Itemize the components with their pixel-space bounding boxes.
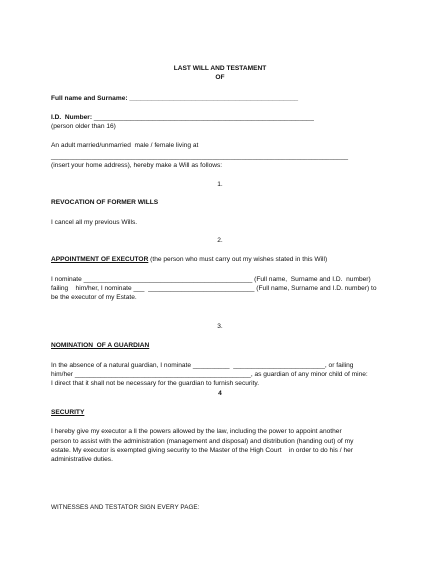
security-line-1: I hereby give my executor a ll the powers allowed by the law, including the power to appoint another — [51, 428, 342, 435]
section-heading-guardian: NOMINATION OF A GUARDIAN — [51, 342, 150, 349]
security-line-4: administrative duties. — [51, 456, 113, 463]
full-name-line: Full name and Surname: ______________________________________________ — [51, 95, 299, 102]
id-number-label: I.D. Number: — [51, 114, 93, 121]
executor-failing-line: failing him/her, I nominate ___ _____________________________ (Full name, Surname and I.D. number) to — [51, 285, 377, 292]
witness-sign-footer: WITNESSES AND TESTATOR SIGN EVERY PAGE: — [51, 504, 200, 511]
section-number-1: 1. — [217, 181, 223, 188]
executor-heading-note: (the person who must carry out my wishes stated in this Will) — [148, 256, 328, 263]
section-heading-revocation: REVOCATION OF FORMER WILLS — [51, 199, 159, 206]
guardian-nominate-line: In the absence of a natural guardian, I nominate __________ _________________________, or failing — [51, 362, 354, 369]
executor-heading-line — [51, 256, 327, 264]
guardian-security-line: I direct that it shall not be necessary for the guardian to furnish security. — [51, 380, 260, 387]
declaration-line-3: (insert your home address), hereby make a Will as follows: — [51, 162, 223, 169]
section-number-4: 4 — [218, 390, 222, 397]
executor-estate-line: be the executor of my Estate. — [51, 294, 137, 301]
executor-nominate-line: I nominate ______________________________________________ (Full name, Surname and I.D. number) — [51, 276, 371, 283]
section-number-3: 3. — [217, 323, 223, 330]
id-number-line — [51, 114, 314, 122]
guardian-failing-line: him/her ________________________________________________, as guardian of any minor child of mine: — [51, 371, 368, 378]
security-line-2: person to assist with the administration (management and disposal) and distribution (handing out) of my — [51, 438, 354, 445]
section-number-2: 2. — [217, 237, 223, 244]
document-title: LAST WILL AND TESTAMENT — [173, 65, 267, 72]
document-title-of: OF — [215, 74, 225, 81]
id-number-blank: ____________________________________________________________ — [92, 114, 314, 121]
age-note: (person older than 16) — [51, 123, 116, 130]
declaration-line-1: An adult married/unmarried male / female living at — [51, 142, 199, 149]
section-heading-executor: APPOINTMENT OF EXECUTOR — [51, 256, 149, 263]
address-blank-line: _________________________________________________________________________________ — [51, 153, 349, 160]
section-heading-security: SECURITY — [51, 409, 85, 416]
revocation-text: I cancel all my previous Wills. — [51, 219, 138, 226]
security-line-3: estate. My executor is exempted giving security to the Master of the High Court in order to do his / her — [51, 447, 353, 454]
